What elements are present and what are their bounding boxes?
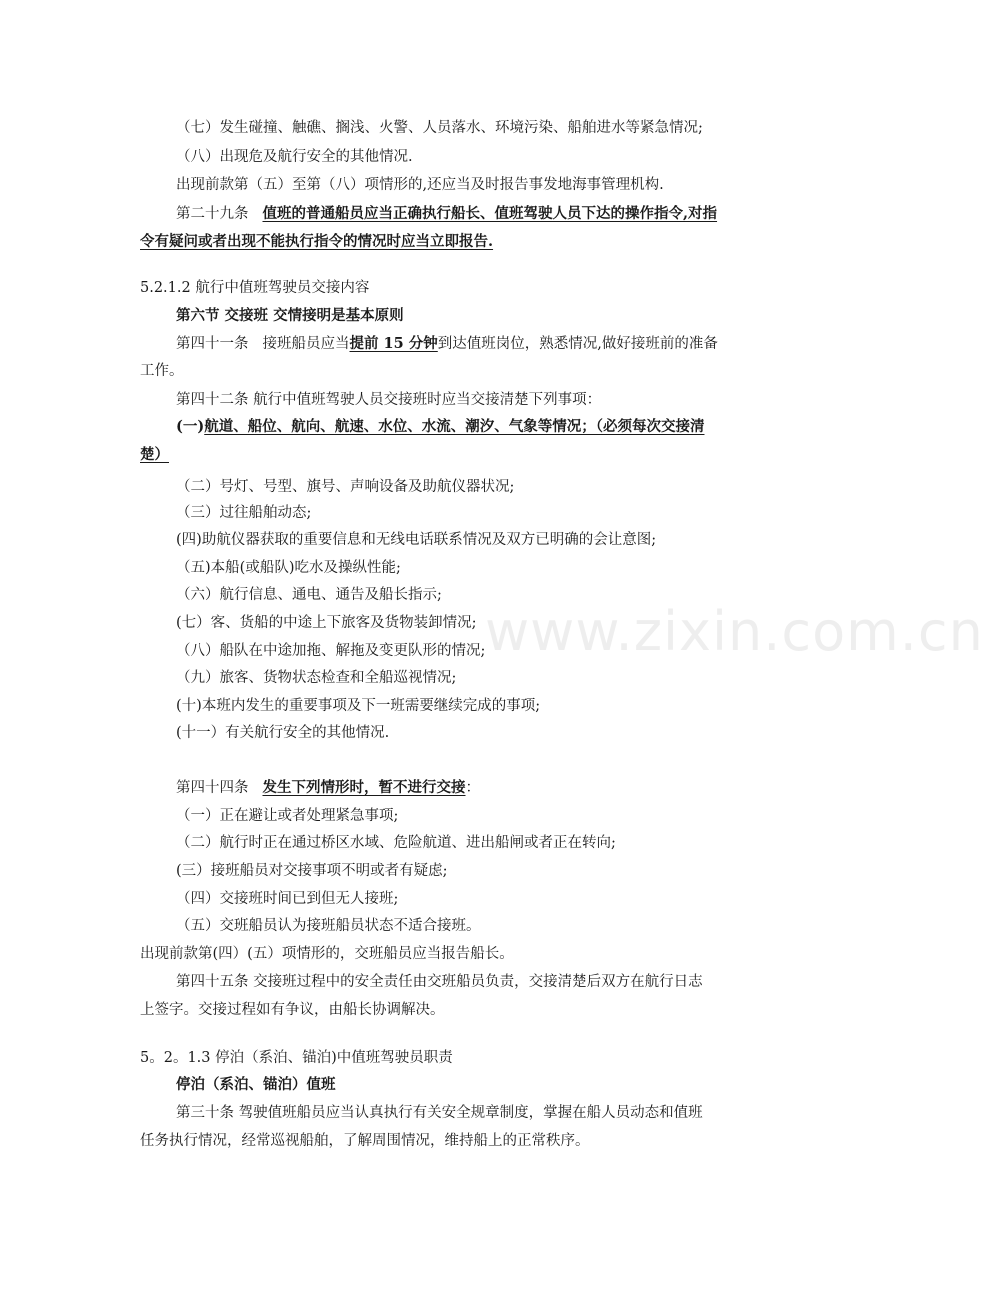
- handover-item-1-line1: [176, 414, 780, 440]
- article-29-text: 值班的普通船员应当正确执行船长、值班驾驶人员下达的操作指令,对指: [262, 205, 718, 222]
- no-handover-item-3: (三）接班船员对交接事项不明或者有疑虑;: [176, 863, 448, 879]
- line-item-8: （八）出现危及航行安全的其他情况.: [176, 149, 413, 165]
- article-45-line2: 上签字。交接过程如有争议，由船长协调解决。: [140, 1002, 445, 1018]
- article-29-label: 第二十九条: [176, 206, 249, 222]
- article-29-text-cont: 令有疑问或者出现不能执行指令的情况时应当立即报告.: [140, 233, 494, 250]
- article-41-line1: [176, 331, 780, 357]
- paragraph-report-captain: 出现前款第(四）(五）项情形的，交班船员应当报告船长。: [140, 946, 514, 962]
- no-handover-item-5: （五）交班船员认为接班船员状态不适合接班。: [176, 918, 481, 934]
- article-30-line1: 第三十条 驾驶值班船员应当认真执行有关安全规章制度，掌握在船人员动态和值班: [176, 1105, 703, 1121]
- handover-item-1-number: (一): [176, 418, 205, 435]
- handover-item-3: （三）过往船舶动态;: [176, 505, 312, 521]
- handover-item-10: (十)本班内发生的重要事项及下一班需要继续完成的事项;: [176, 698, 541, 714]
- handover-item-9: （九）旅客、货物状态检查和全船巡视情况;: [176, 670, 457, 686]
- handover-item-11: (十一）有关航行安全的其他情况.: [176, 725, 390, 741]
- article-44-colon: ：: [465, 780, 480, 796]
- section-heading-5-2-1-3: 5。2。1.3 停泊（系泊、锚泊)中值班驾驶员职责: [140, 1050, 453, 1066]
- handover-item-1-text: 航道、船位、航向、航速、水位、水流、潮汐、气象等情况；（必须每次交接清: [204, 418, 705, 435]
- article-42: 第四十二条 航行中值班驾驶人员交接班时应当交接清楚下列事项：: [176, 392, 602, 408]
- section-title-6: 第六节 交接班 交情接明是基本原则: [176, 307, 404, 324]
- no-handover-item-2: （二）航行时正在通过桥区水域、危险航道、进出船闸或者正在转向;: [176, 835, 616, 851]
- handover-item-1-text-cont: 楚）: [140, 446, 169, 463]
- handover-item-4: (四)助航仪器获取的重要信息和无线电话联系情况及双方已明确的会让意图;: [176, 532, 657, 548]
- line-item-7: （七）发生碰撞、触礁、搁浅、火警、人员落水、环境污染、船舶进水等紧急情况;: [176, 120, 703, 136]
- handover-item-1-line2: [140, 442, 780, 468]
- handover-item-6: （六）航行信息、通电、通告及船长指示;: [176, 587, 442, 603]
- handover-item-7: (七）客、货船的中途上下旅客及货物装卸情况;: [176, 615, 477, 631]
- handover-item-5: （五)本船(或船队)吃水及操纵性能;: [176, 560, 401, 576]
- watermark: www.zixin.com.cn: [485, 600, 984, 663]
- section-heading-5-2-1-2: 5.2.1.2 航行中值班驾驶员交接内容: [140, 280, 370, 296]
- no-handover-item-4: （四）交接班时间已到但无人接班;: [176, 891, 399, 907]
- paragraph-report: 出现前款第（五）至第（八）项情形的,还应当及时报告事发地海事管理机构.: [176, 177, 664, 193]
- article-41-text-after: 到达值班岗位，熟悉情况,做好接班前的准备: [437, 336, 718, 352]
- handover-item-8: （八）船队在中途加拖、解拖及变更队形的情况;: [176, 643, 486, 659]
- handover-item-2: （二）号灯、号型、旗号、声响设备及助航仪器状况;: [176, 479, 515, 495]
- article-44-text: 发生下列情形时，暂不进行交接: [262, 779, 466, 796]
- article-45-line1: 第四十五条 交接班过程中的安全责任由交班船员负责，交接清楚后双方在航行日志: [176, 974, 703, 990]
- article-44-label: 第四十四条: [176, 780, 249, 796]
- article-30-line2: 任务执行情况，经常巡视船舶，了解周围情况，维持船上的正常秩序。: [140, 1133, 590, 1149]
- article-44: [176, 775, 780, 801]
- article-41-label: 第四十一条: [176, 336, 249, 352]
- section-title-mooring: 停泊（系泊、锚泊）值班: [176, 1076, 336, 1093]
- article-41-line2: 工作。: [140, 363, 184, 379]
- article-41-emphasis: 提前 15 分钟: [349, 335, 438, 352]
- article-29-line1: [176, 201, 780, 227]
- no-handover-item-1: （一）正在避让或者处理紧急事项;: [176, 808, 399, 824]
- article-29-line2: [140, 229, 780, 255]
- article-41-text: 接班船员应当: [262, 336, 350, 352]
